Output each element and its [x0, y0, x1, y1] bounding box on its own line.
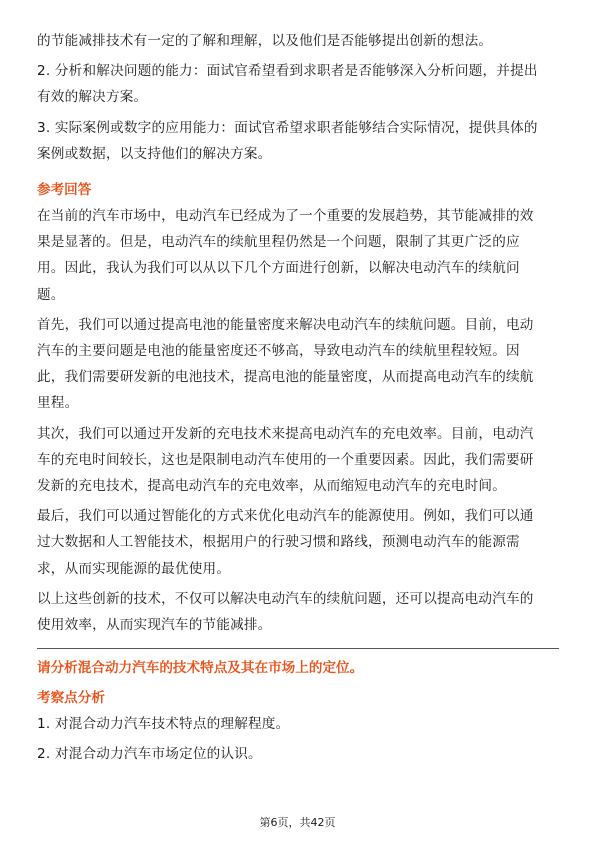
answer-para-2-line-3: 此，我们需要研发新的电池技术，提高电池的能量密度，从而提高电动汽车的续航: [37, 369, 534, 386]
answer-para-4-line-1: 最后，我们可以通过智能化的方式来优化电动汽车的能源使用。例如，我们可以通: [37, 508, 534, 525]
question-title: 请分析混合动力汽车的技术特点及其在市场上的定位。: [37, 660, 364, 677]
answer-para-2-line-4: 里程。: [37, 395, 79, 412]
page-number: 第6页，共42页: [259, 816, 336, 829]
document-page: [37, 28, 559, 768]
analysis-point-2-line-1: 2. 分析和解决问题的能力：面试官希望看到求职者是否能够深入分析问题，并提出: [37, 63, 538, 80]
answer-para-1-line-2: 果是显著的。但是，电动汽车的续航里程仍然是一个问题，限制了其更广泛的应: [37, 234, 520, 251]
analysis-heading: 考察点分析: [37, 690, 105, 707]
answer-para-5-line-1: 以上这些创新的技术，不仅可以解决电动汽车的续航问题，还可以提高电动汽车的: [37, 590, 534, 607]
answer-para-2-line-2: 汽车的主要问题是电池的能量密度还不够高，导致电动汽车的续航里程较短。因: [37, 343, 520, 360]
answer-para-3-line-1: 其次，我们可以通过开发新的充电技术来提高电动汽车的充电效率。目前，电动汽: [37, 425, 534, 442]
answer-para-4-line-3: 求，从而实现能源的最优使用。: [37, 560, 231, 577]
section-divider: [37, 648, 559, 649]
answer-para-3-line-3: 发新的充电技术，提高电动汽车的充电效率，从而缩短电动汽车的充电时间。: [37, 478, 506, 495]
analysis-point-3-line-1: 3. 实际案例或数字的应用能力：面试官希望求职者能够结合实际情况，提供具体的: [37, 119, 538, 136]
answer-para-5-line-2: 使用效率，从而实现汽车的节能减排。: [37, 617, 272, 634]
answer-para-3-line-2: 车的充电时间较长，这也是限制电动汽车使用的一个重要因素。因此，我们需要研: [37, 451, 534, 468]
answer-para-1-line-1: 在当前的汽车市场中，电动汽车已经成为了一个重要的发展趋势，其节能减排的效: [37, 208, 534, 225]
question-point-1: 1. 对混合动力汽车技术特点的理解程度。: [37, 716, 290, 733]
intro-line: 的节能减排技术有一定的了解和理解，以及他们是否能够提出创新的想法。: [37, 33, 493, 49]
answer-para-1-line-4: 题。: [37, 286, 65, 303]
question-point-2: 2. 对混合动力汽车市场定位的认识。: [37, 746, 262, 763]
analysis-point-2-line-2: 有效的解决方案。: [37, 89, 148, 106]
answer-para-4-line-2: 过大数据和人工智能技术，根据用户的行驶习惯和路线，预测电动汽车的能源需: [37, 534, 520, 551]
analysis-point-3-line-2: 案例或数据，以支持他们的解决方案。: [37, 145, 272, 162]
answer-para-1-line-3: 用。因此，我认为我们可以从以下几个方面进行创新，以解决电动汽车的续航问: [37, 260, 520, 277]
reference-answer-heading: 参考回答: [37, 182, 92, 199]
answer-para-2-line-1: 首先，我们可以通过提高电池的能量密度来解决电动汽车的续航问题。目前，电动: [37, 316, 534, 333]
